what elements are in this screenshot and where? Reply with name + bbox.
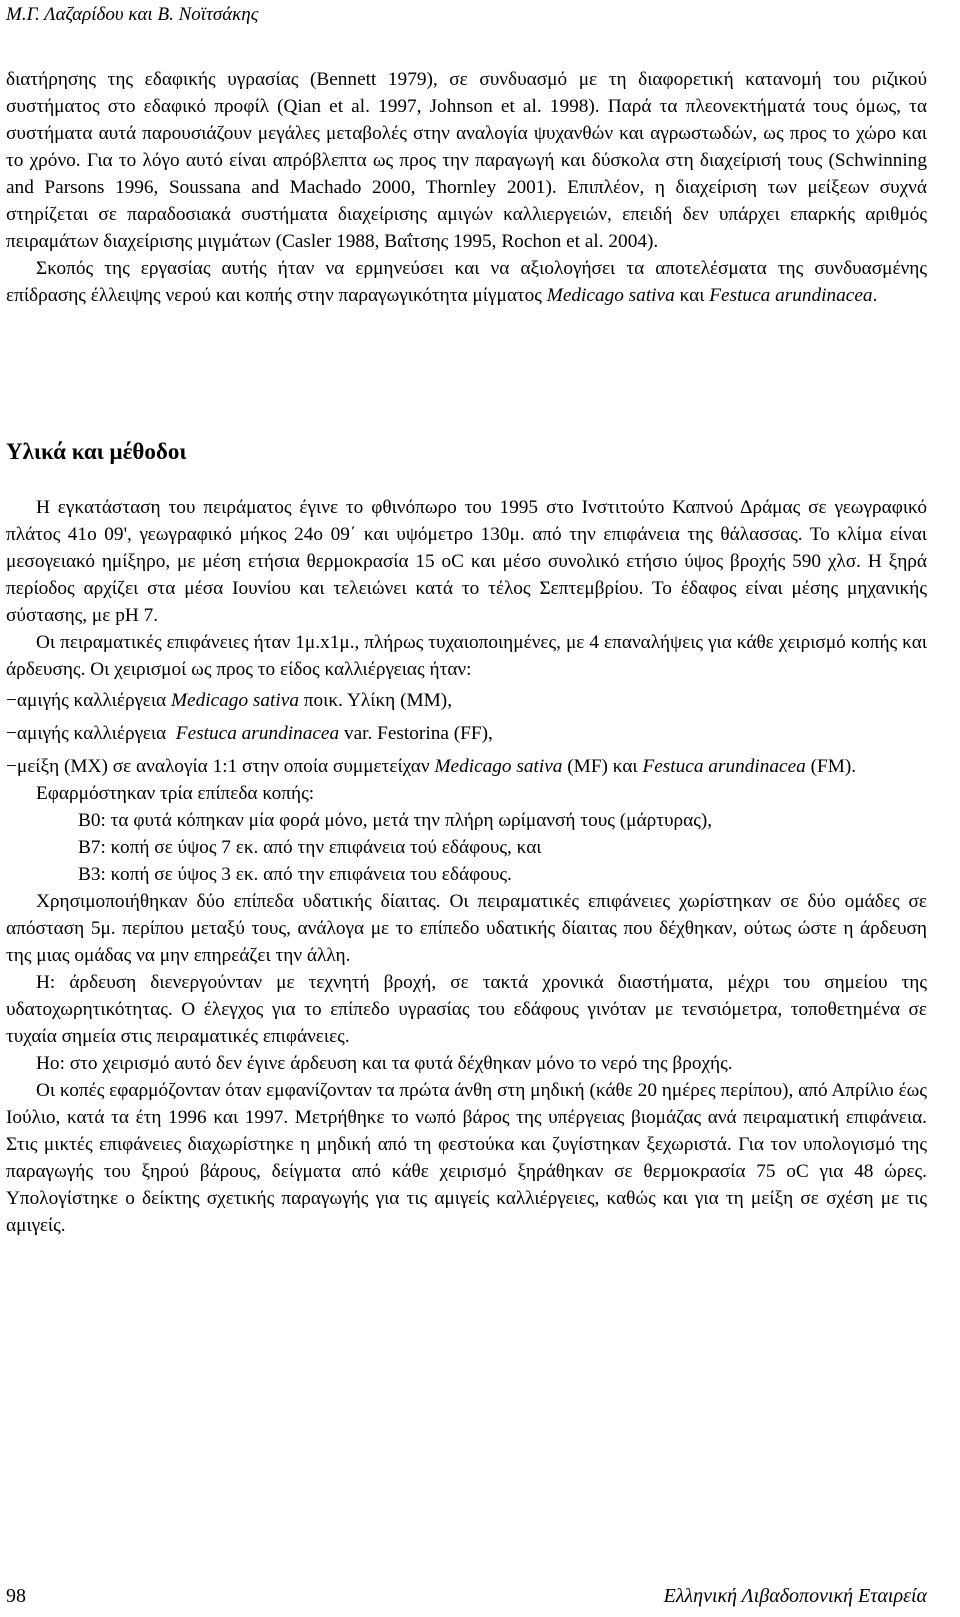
crop-tail: ποικ. Υλίκη (ΜΜ), bbox=[298, 690, 453, 711]
species-name: Medicago sativa bbox=[434, 756, 563, 777]
aim-conjunction: και bbox=[674, 285, 710, 306]
methods-paragraph-plots: Οι πειραματικές επιφάνειες ήταν 1μ.x1μ., πλήρως τυχαιοποιημένες, με 4 επαναλήψεις για κάθε χειρισμό κοπής και άρδευσης. Οι χειρισμοί ως προς το είδος καλλιέργειας ήταν: bbox=[6, 632, 927, 680]
crop-tail: (FM). bbox=[805, 756, 857, 777]
intro-paragraph-1: διατήρησης της εδαφικής υγρασίας (Bennett 1979), σε συνδυασμό με τη διαφορετική κατανομή του ριζικού συστήματος στο εδαφικό προφίλ (Qian et al. 1997, Johnson et al. 1998). Παρά τα πλεονεκτήματά τους όμως, τα συστήματα αυτά παρουσιάζουν μεγάλες μεταβολές στην αναλογία ψυχανθών και αγρωστωδών, ως προς το χώρο και το χρόνο. Για το λόγο αυτό είναι απρόβλεπτα ως προς την παραγωγή και δύσκολα στη διαχείρισή τους (Schwinning and Parsons 1996, Soussana and Machado 2000, Thornley 2001). Επιπλέον, η διαχείριση των μείξεων συχνά στηρίζεται σε παραδοσιακά συστήματα διαχείρισης αμιγών καλλιεργειών, επειδή δεν υπάρχει επαρκής αριθμός πειραμάτων διαχείρισης μιγμάτων (Casler 1988, Βαΐτσης 1995, Rochon et al. 2004). bbox=[6, 69, 927, 252]
methods-paragraph-cuts: Οι κοπές εφαρμόζονταν όταν εμφανίζονταν τα πρώτα άνθη στη μηδική (κάθε 20 ημέρες περίπου), από Απρίλιο έως Ιούλιο, κατά τα έτη 1996 και 1997. Μετρήθηκε το νωπό βάρος της υπέργειας βιομάζας ανά πειραματική επιφάνεια. Στις μικτές επιφάνειες διαχωρίστηκε η μηδική από τη φεστούκα και ζυγίστηκαν ξεχωριστά. Για τον υπολογισμό της παραγωγής του ξηρού βάρους, δείγματα από κάθε χειρισμό ξηράθηκαν σε θερμοκρασία 75 οC για 48 ώρες. Υπολογίστηκε ο δείκτης σχετικής παραγωγής για τις αμιγείς καλλιέργειες, καθώς και για τη μείξη σε σχέση με τις αμιγείς. bbox=[6, 1080, 927, 1236]
species-name: Festuca arundinacea bbox=[709, 285, 873, 306]
crop-tail: (MF) και bbox=[562, 756, 643, 777]
section-heading: Υλικά και μέθοδοι bbox=[6, 439, 187, 464]
page-number: 98 bbox=[6, 1585, 26, 1607]
aim-text: Σκοπός της εργασίας αυτής ήταν να ερμηνεύσει και να αξιολογήσει τα αποτελέσματα της συνδυασμένης επίδρασης έλλειψης νερού και κοπής στην παραγωγικότητα μίγματος bbox=[6, 258, 927, 306]
species-name: Festuca arundinacea bbox=[642, 756, 806, 777]
species-name: Medicago sativa bbox=[546, 285, 675, 306]
methods-paragraph-water: Χρησιμοποιήθηκαν δύο επίπεδα υδατικής δίαιτας. Οι πειραματικές επιφάνειες χωρίστηκαν σε δύο ομάδες σε απόσταση 5μ. περίπου μεταξύ τους, ανάλογα με το επίπεδο υδατικής δίαιτας που δέχθηκαν, ούτως ώστε η άρδευση της μιας ομάδας να μην επηρεάζει την άλλη. bbox=[6, 891, 927, 966]
aim-end: . bbox=[872, 285, 878, 306]
crop-lead: αμιγής καλλιέργεια bbox=[16, 690, 171, 711]
crop-treatment-item bbox=[6, 687, 927, 714]
running-head: Μ.Γ. Λαζαρίδου και Β. Νοϊτσάκης bbox=[6, 4, 259, 25]
methods-section bbox=[6, 494, 927, 1239]
intro-section bbox=[6, 66, 927, 309]
crop-treatment-item bbox=[6, 720, 927, 747]
crop-lead: αμιγής καλλιέργεια bbox=[16, 723, 176, 744]
methods-paragraph-irrigated: Η: άρδευση διενεργούνταν με τεχνητή βροχή, σε τακτά χρονικά διαστήματα, μέχρι του σημείου της υδατοχωρητικότητας. Ο έλεγχος για το επίπεδο υγρασίας του εδάφους γινόταν με τενσιόμετρα, τοποθετημένα σε τυχαία σημεία στις πειραματικές επιφάνειες. bbox=[6, 972, 927, 1047]
list-dash: − bbox=[6, 690, 17, 711]
list-dash: − bbox=[6, 756, 17, 777]
intro-paragraph-2 bbox=[6, 255, 927, 309]
methods-paragraph-site: Η εγκατάσταση του πειράματος έγινε το φθινόπωρο του 1995 στο Ινστιτούτο Καπνού Δράμας σε γεωγραφικό πλάτος 41ο 09', γεωγραφικό μήκος 24ο 09΄ και υψόμετρο 130μ. από την επιφάνεια της θάλασσας. Το κλίμα είναι μεσογειακό ημίξηρο, με μέση ετήσια θερμοκρασία 15 οC και μέσο συνολικό ετήσιο ύψος βροχής 590 χλσ. Η ξηρά περίοδος αρχίζει στα μέσα Ιουνίου και τελειώνει κατά το τέλος Σεπτεμβρίου. Το έδαφος είναι μέσης μηχανικής σύστασης, με pH 7. bbox=[6, 497, 927, 626]
list-dash: − bbox=[6, 723, 17, 744]
species-name: Medicago sativa bbox=[170, 690, 299, 711]
species-name: Festuca arundinacea bbox=[175, 723, 340, 744]
cut-levels-intro: Εφαρμόστηκαν τρία επίπεδα κοπής: bbox=[36, 783, 315, 804]
cut-level-item: B7: κοπή σε ύψος 7 εκ. από την επιφάνεια τού εδάφους, και bbox=[78, 837, 542, 858]
crop-treatment-item bbox=[6, 753, 927, 780]
methods-paragraph-nonirrigated: Ηο: στο χειρισμό αυτό δεν έγινε άρδευση και τα φυτά δέχθηκαν μόνο το νερό της βροχής. bbox=[36, 1053, 733, 1074]
society-name: Ελληνική Λιβαδοπονική Εταιρεία bbox=[663, 1585, 927, 1607]
cut-level-item: B0: τα φυτά κόπηκαν μία φορά μόνο, μετά την πλήρη ωρίμανσή τους (μάρτυρας), bbox=[78, 810, 713, 831]
cut-level-item: B3: κοπή σε ύψος 3 εκ. από την επιφάνεια του εδάφους. bbox=[78, 864, 512, 885]
crop-tail: var. Festorina (FF), bbox=[339, 723, 493, 744]
crop-lead: μείξη (ΜΧ) σε αναλογία 1:1 στην οποία συμμετείχαν bbox=[16, 756, 435, 777]
